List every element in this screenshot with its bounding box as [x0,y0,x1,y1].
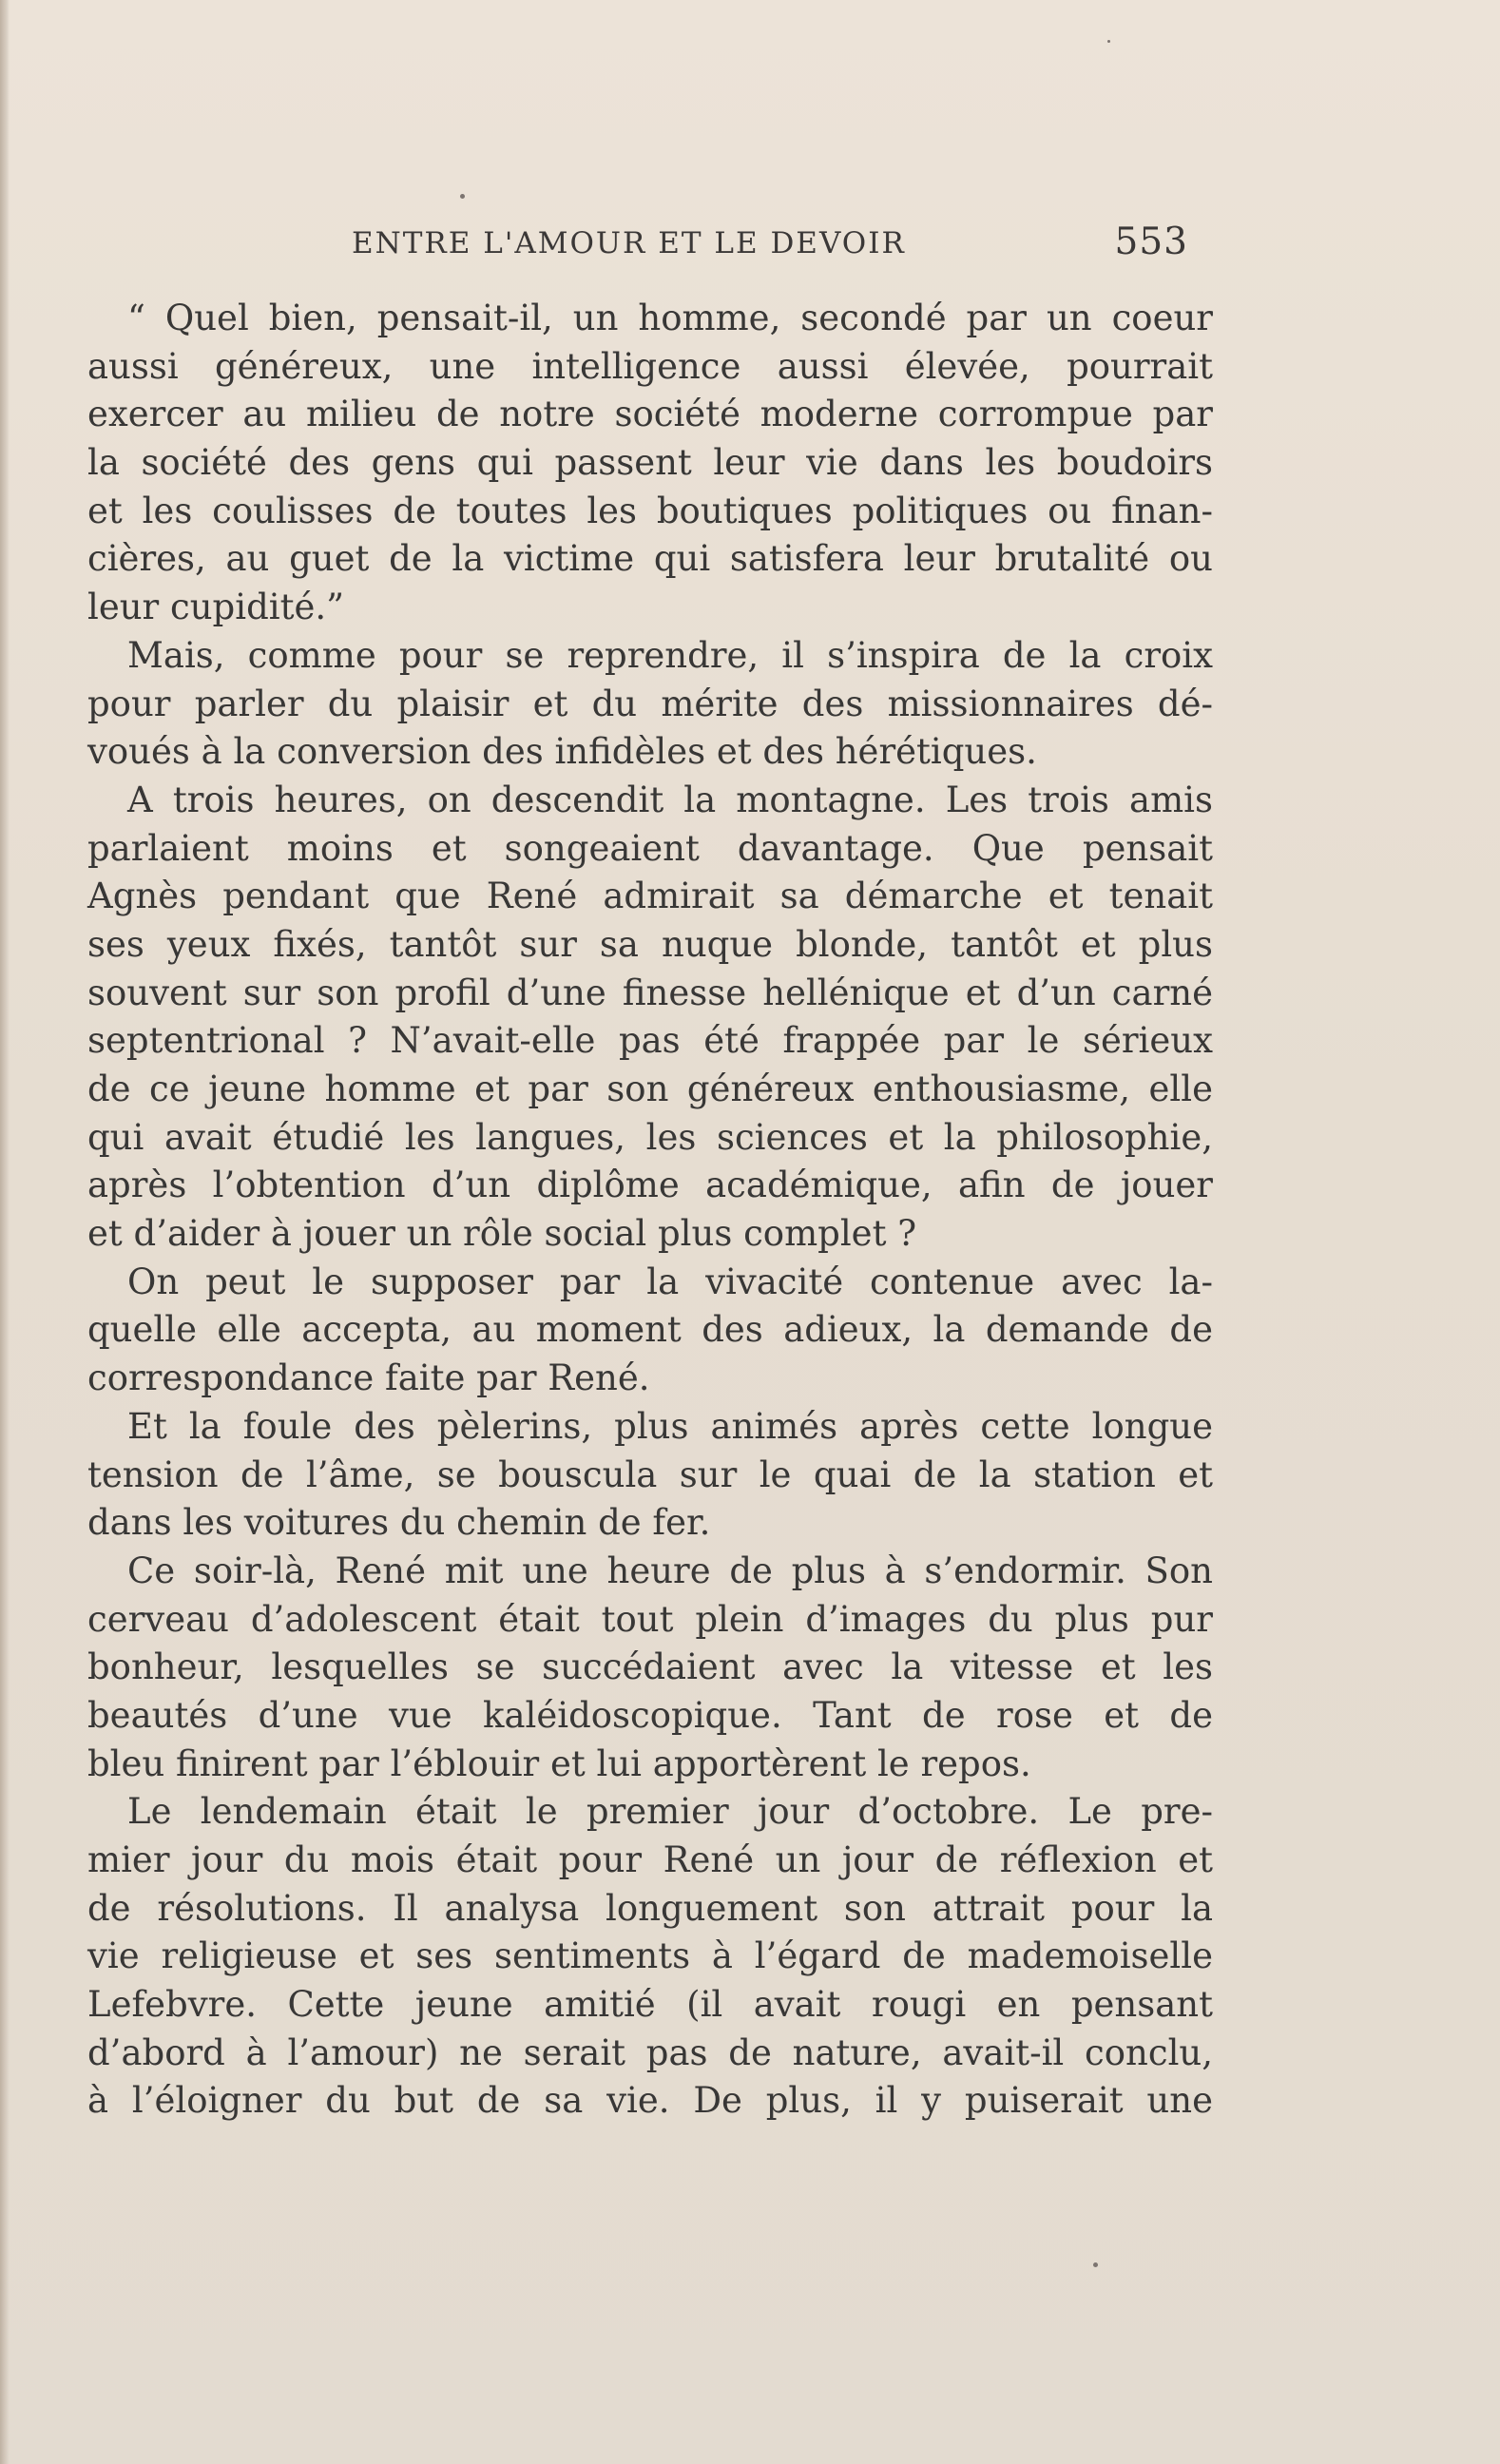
ink-speck [1107,40,1110,43]
text-line: “ Quel bien, pensait-il, un homme, secondé par un coeur [127,298,1213,338]
text-line: pour parler du plaisir et du mérite des missionnaires dé- [87,683,1213,724]
text-line: et les coulisses de toutes les boutiques politiques ou finan- [87,490,1213,531]
text-line: la société des gens qui passent leur vie dans les boudoirs [87,442,1213,484]
text-line: Et la foule des pèlerins, plus animés après cette longue [127,1405,1213,1447]
page-gutter-shadow [0,0,10,2464]
text-line: de résolutions. Il analysa longuement son attrait pour la [87,1887,1213,1929]
text-line: quelle elle accepta, au moment des adieux, la demande de [87,1309,1213,1351]
text-line: tension de l’âme, se bouscula sur le quai de la station et [87,1453,1213,1495]
text-line: et d’aider à jouer un rôle social plus complet ? [87,1213,917,1255]
text-line: cières, au guet de la victime qui satisfera leur brutalité ou [87,538,1213,580]
text-line: Le lendemain était le premier jour d’octobre. Le pre- [127,1791,1213,1833]
text-line: beautés d’une vue kaléidoscopique. Tant de rose et de [87,1694,1213,1736]
text-line: parlaient moins et songeaient davantage. Que pensait [87,827,1213,869]
text-line: mier jour du mois était pour René un jour de réflexion et [87,1839,1213,1880]
text-line: bleu finirent par l’éblouir et lui apportèrent le repos. [87,1742,1031,1784]
text-line: cerveau d’adolescent était tout plein d’images du plus pur [87,1598,1213,1640]
text-line: Agnès pendant que René admirait sa démarche et tenait [87,876,1213,917]
text-line: après l’obtention d’un diplôme académique, afin de jouer [87,1165,1213,1206]
text-line: voués à la conversion des infidèles et des hérétiques. [87,731,1037,773]
text-line: Ce soir-là, René mit une heure de plus à s’endormir. Son [127,1550,1213,1591]
page-number: 553 [1114,221,1188,263]
text-line: qui avait étudié les langues, les sciences et la philosophie, [87,1116,1213,1158]
text-line: ses yeux fixés, tantôt sur sa nuque blonde, tantôt et plus [87,923,1213,965]
text-line: dans les voitures du chemin de fer. [87,1502,711,1544]
text-line: vie religieuse et ses sentiments à l’égard de mademoiselle [87,1935,1213,1977]
text-line: leur cupidité.” [87,587,345,628]
text-line: exercer au milieu de notre société moderne corrompue par [87,394,1213,435]
ink-speck [460,194,465,199]
text-line: d’abord à l’amour) ne serait pas de nature, avait-il conclu, [87,2031,1213,2073]
text-line: A trois heures, on descendit la montagne. Les trois amis [127,779,1213,820]
body-text [87,295,1213,2126]
text-line: Lefebvre. Cette jeune amitié (il avait rougi en pensant [87,1984,1213,2026]
text-line: correspondance faite par René. [87,1357,650,1399]
text-line: souvent sur son profil d’une finesse hellénique et d’un carné [87,972,1213,1013]
ink-speck [1093,2262,1098,2267]
text-line: aussi généreux, une intelligence aussi élevée, pourrait [87,345,1213,387]
text-line: à l’éloigner du but de sa vie. De plus, il y puiserait une [87,2080,1213,2122]
text-line: bonheur, lesquelles se succédaient avec la vitesse et les [87,1646,1213,1688]
text-line: Mais, comme pour se reprendre, il s’inspira de la croix [127,634,1213,676]
text-line: On peut le supposer par la vivacité contenue avec la- [127,1261,1213,1302]
text-line: septentrional ? N’avait-elle pas été frappée par le sérieux [87,1020,1213,1062]
running-title: ENTRE L'AMOUR ET LE DEVOIR [352,226,906,260]
text-line: de ce jeune homme et par son généreux enthousiasme, elle [87,1068,1213,1109]
page-header [352,221,1188,268]
